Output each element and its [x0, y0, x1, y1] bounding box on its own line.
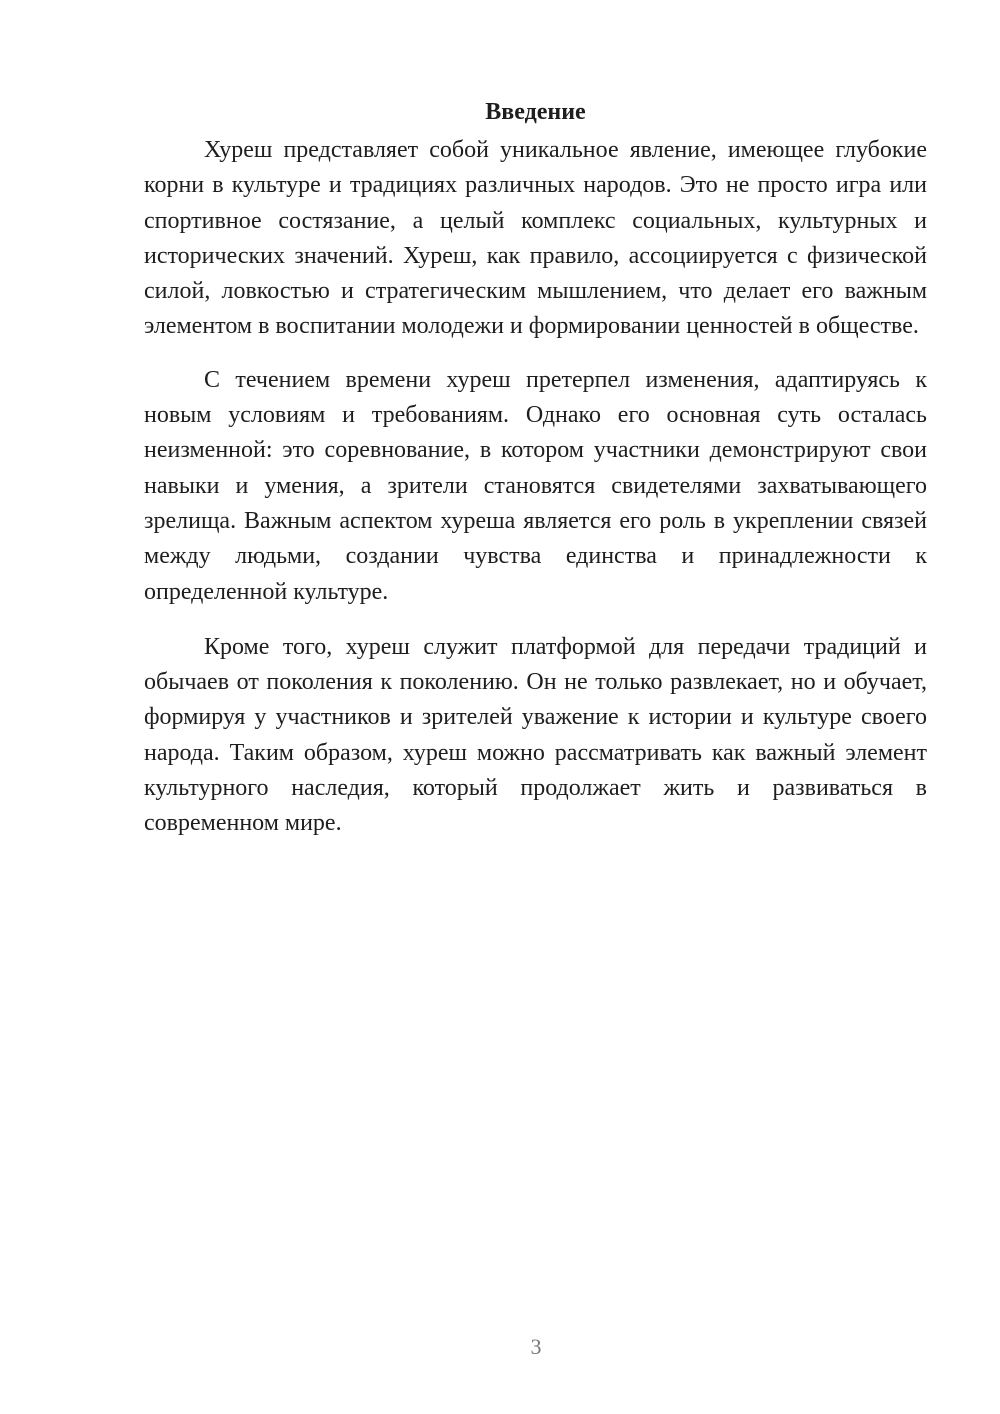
- paragraph-1: Хуреш представляет собой уникальное явление, имеющее глубокие корни в культуре и традициях различных народов. Это не просто игра или спортивное состязание, а целый комплекс социальных, культурных и исторических значений. Хуреш, как правило, ассоциируется с физической силой, ловкостью и стратегическим мышлением, что делает его важным элементом в воспитании молодежи и формировании ценностей в обществе.: [144, 137, 927, 340]
- page-number: 3: [530, 1334, 542, 1359]
- paragraph-3: Кроме того, хуреш служит платформой для передачи традиций и обычаев от поколения к поколению. Он не только развлекает, но и обучает, формируя у участников и зрителей уважение к истории и культуре своего народа. Таким образом, хуреш можно рассматривать как важный элемент культурного наследия, который продолжает жить и развиваться в современном мире.: [144, 633, 927, 837]
- paragraph-2: С течением времени хуреш претерпел изменения, адаптируясь к новым условиям и требованиям. Однако его основная суть осталась неизменной: это соревнование, в котором участники демонстрируют свои навыки и умения, а зрители становятся свидетелями захватывающего зрелища. Важным аспектом хуреша является его роль в укреплении связей между людьми, создании чувства единства и принадлежности к определенной культуре.: [144, 366, 927, 605]
- section-title: Введение: [485, 99, 586, 125]
- page-content: [144, 95, 927, 842]
